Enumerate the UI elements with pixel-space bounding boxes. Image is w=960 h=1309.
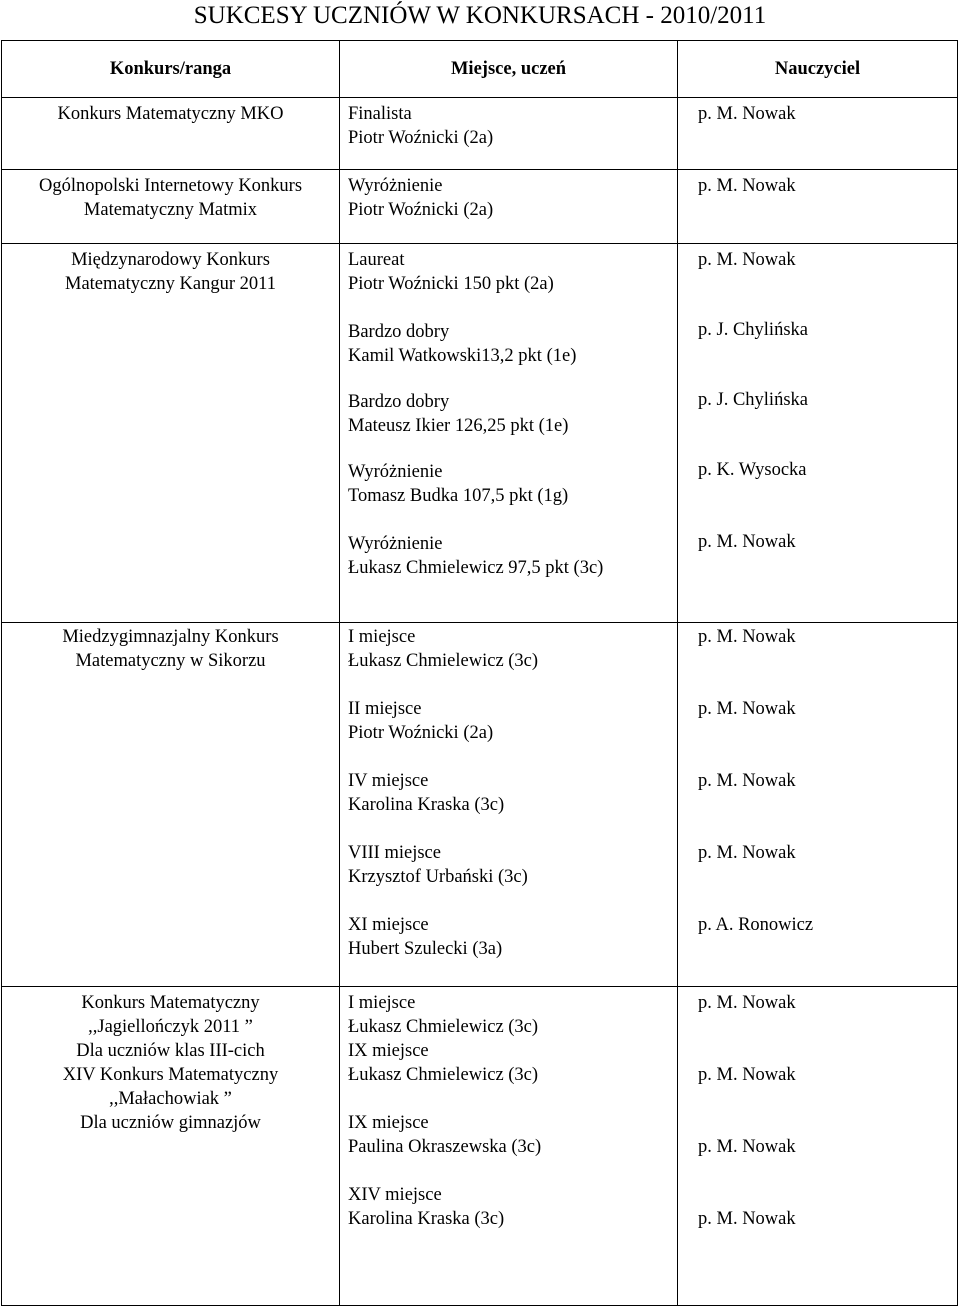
teacher-name: p. M. Nowak bbox=[698, 250, 796, 270]
student-name: Łukasz Chmielewicz (3c) bbox=[348, 1017, 539, 1037]
student-name: Hubert Szulecki (3a) bbox=[348, 939, 503, 959]
place-label: VIII miejsce bbox=[348, 843, 441, 863]
student-name: Piotr Woźnicki (2a) bbox=[348, 723, 494, 743]
student-name: Tomasz Budka 107,5 pkt (1g) bbox=[348, 486, 569, 506]
page-title: SUKCESY UCZNIÓW W KONKURSACH - 2010/2011 bbox=[193, 2, 767, 29]
contest-cell bbox=[2, 170, 340, 244]
header-teacher: Nauczyciel bbox=[678, 41, 958, 98]
place-cell bbox=[340, 170, 678, 244]
place-cell bbox=[340, 623, 678, 987]
table-row bbox=[2, 244, 958, 623]
contest-line: Konkurs Matematyczny MKO bbox=[57, 104, 284, 124]
teacher-name: p. M. Nowak bbox=[698, 627, 796, 647]
student-name: Łukasz Chmielewicz (3c) bbox=[348, 651, 539, 671]
contest-line: Matematyczny w Sikorzu bbox=[75, 651, 266, 671]
student-name: Piotr Woźnicki (2a) bbox=[348, 128, 494, 148]
teacher-name: p. M. Nowak bbox=[698, 771, 796, 791]
place-label: Bardzo dobry bbox=[348, 322, 450, 342]
student-name: Łukasz Chmielewicz 97,5 pkt (3c) bbox=[348, 558, 604, 578]
place-label: IX miejsce bbox=[348, 1041, 429, 1061]
teacher-name: p. M. Nowak bbox=[698, 699, 796, 719]
place-label: Wyróżnienie bbox=[348, 534, 443, 554]
teacher-name: p. M. Nowak bbox=[698, 532, 796, 552]
student-name: Mateusz Ikier 126,25 pkt (1e) bbox=[348, 416, 569, 436]
table-row bbox=[2, 987, 958, 1306]
teacher-name: p. M. Nowak bbox=[698, 104, 796, 124]
teacher-name: p. K. Wysocka bbox=[698, 460, 807, 480]
place-label: Laureat bbox=[348, 250, 405, 270]
place-label: IX miejsce bbox=[348, 1113, 429, 1133]
place-label: Finalista bbox=[348, 104, 412, 124]
place-cell bbox=[340, 244, 678, 623]
place-label: XI miejsce bbox=[348, 915, 429, 935]
contest-line: Dla uczniów gimnazjów bbox=[80, 1113, 261, 1133]
teacher-name: p. J. Chylińska bbox=[698, 390, 808, 410]
place-label: Wyróżnienie bbox=[348, 176, 443, 196]
contest-cell bbox=[2, 623, 340, 987]
contest-line: Matematyczny Matmix bbox=[83, 200, 258, 220]
teacher-name: p. M. Nowak bbox=[698, 1137, 796, 1157]
teacher-cell bbox=[678, 623, 958, 987]
header-contest: Konkurs/ranga bbox=[2, 41, 340, 98]
contest-cell bbox=[2, 244, 340, 623]
place-cell bbox=[340, 987, 678, 1306]
contest-line: Ogólnopolski Internetowy Konkurs bbox=[38, 176, 303, 196]
student-name: Piotr Woźnicki (2a) bbox=[348, 200, 494, 220]
teacher-name: p. M. Nowak bbox=[698, 176, 796, 196]
awards-table bbox=[1, 40, 958, 1306]
student-name: Piotr Woźnicki 150 pkt (2a) bbox=[348, 274, 554, 294]
contest-line: Międzynarodowy Konkurs bbox=[71, 250, 270, 270]
place-cell bbox=[340, 98, 678, 170]
header-row bbox=[2, 41, 958, 98]
place-label: XIV miejsce bbox=[348, 1185, 442, 1205]
contest-line: Konkurs Matematyczny bbox=[81, 993, 260, 1013]
table-row bbox=[2, 170, 958, 244]
student-name: Paulina Okraszewska (3c) bbox=[348, 1137, 542, 1157]
teacher-name: p. A. Ronowicz bbox=[698, 915, 814, 935]
teacher-cell bbox=[678, 244, 958, 623]
student-name: Kamil Watkowski13,2 pkt (1e) bbox=[348, 346, 577, 366]
place-label: Bardzo dobry bbox=[348, 392, 450, 412]
contest-cell bbox=[2, 98, 340, 170]
contest-line: ,,Jagiellończyk 2011 ” bbox=[88, 1017, 253, 1037]
place-label: I miejsce bbox=[348, 627, 416, 647]
student-name: Krzysztof Urbański (3c) bbox=[348, 867, 528, 887]
table-row bbox=[2, 98, 958, 170]
place-label: Wyróżnienie bbox=[348, 462, 443, 482]
contest-line: ,,Małachowiak ” bbox=[109, 1089, 232, 1109]
student-name: Karolina Kraska (3c) bbox=[348, 1209, 505, 1229]
teacher-name: p. M. Nowak bbox=[698, 1065, 796, 1085]
teacher-name: p. M. Nowak bbox=[698, 843, 796, 863]
teacher-cell bbox=[678, 987, 958, 1306]
table-row bbox=[2, 623, 958, 987]
contest-line: Miedzygimnazjalny Konkurs bbox=[62, 627, 279, 647]
student-name: Karolina Kraska (3c) bbox=[348, 795, 505, 815]
teacher-cell bbox=[678, 170, 958, 244]
teacher-cell bbox=[678, 98, 958, 170]
place-label: II miejsce bbox=[348, 699, 422, 719]
contest-line: Matematyczny Kangur 2011 bbox=[65, 274, 276, 294]
place-label: I miejsce bbox=[348, 993, 416, 1013]
header-place: Miejsce, uczeń bbox=[340, 41, 678, 98]
place-label: IV miejsce bbox=[348, 771, 429, 791]
contest-cell bbox=[2, 987, 340, 1306]
teacher-name: p. M. Nowak bbox=[698, 993, 796, 1013]
teacher-name: p. J. Chylińska bbox=[698, 320, 808, 340]
teacher-name: p. M. Nowak bbox=[698, 1209, 796, 1229]
contest-line: XIV Konkurs Matematyczny bbox=[62, 1065, 279, 1085]
student-name: Łukasz Chmielewicz (3c) bbox=[348, 1065, 539, 1085]
contest-line: Dla uczniów klas III-cich bbox=[76, 1041, 265, 1061]
